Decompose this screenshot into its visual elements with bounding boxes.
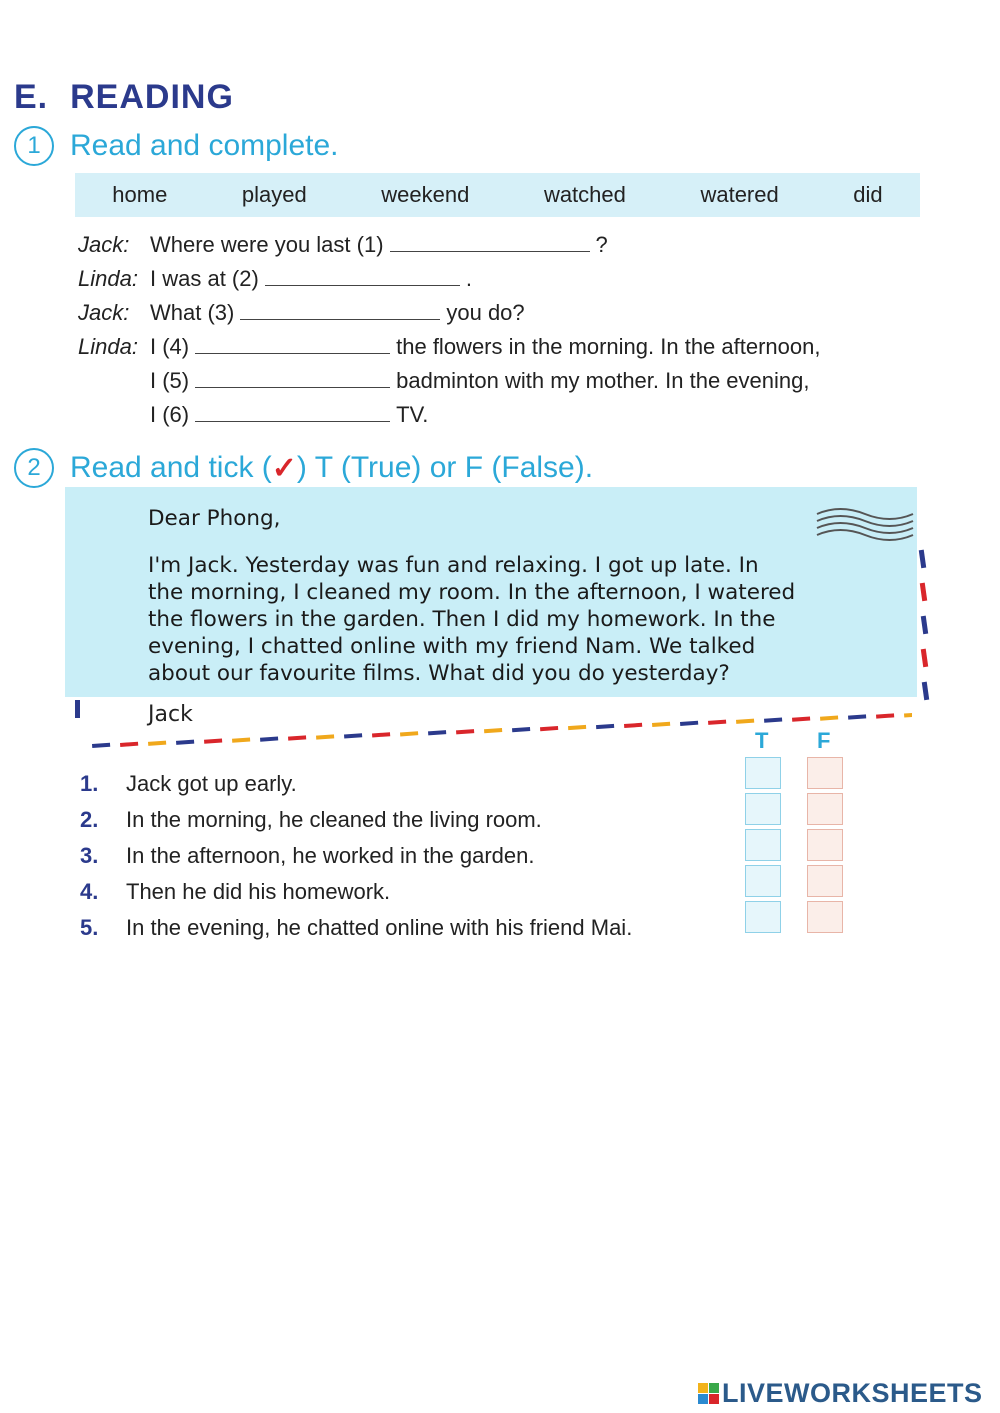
dialog-line xyxy=(78,330,820,364)
dialog-line xyxy=(78,364,820,398)
airmail-stripe xyxy=(848,714,866,719)
airmail-stripe xyxy=(624,723,642,728)
exercise-1-title: Read and complete. xyxy=(70,129,339,162)
word-bank-item: did xyxy=(853,182,883,207)
statement-number: 3. xyxy=(80,843,99,868)
airmail-stripe xyxy=(596,724,614,729)
exercise-1-heading xyxy=(14,126,339,166)
answer-blank-5[interactable] xyxy=(195,366,390,388)
statement-item xyxy=(80,766,632,802)
tick-icon: ✓ xyxy=(271,451,297,485)
statement-item xyxy=(80,802,632,838)
true-box-2[interactable] xyxy=(745,793,781,825)
statement-item xyxy=(80,910,632,946)
exercise-2-heading xyxy=(14,448,593,488)
exercise-2-title-start: Read and tick ( xyxy=(70,451,272,484)
dialog-text: . xyxy=(465,266,472,291)
dialog-text: badminton with my mother. In the evening, xyxy=(396,368,810,393)
false-box-5[interactable] xyxy=(807,901,843,933)
exercise-1-number: 1 xyxy=(14,126,54,166)
true-box-3[interactable] xyxy=(745,829,781,861)
statement-item xyxy=(80,838,632,874)
speaker: Jack: xyxy=(78,232,130,257)
statement-item xyxy=(80,874,632,910)
statement-list xyxy=(80,766,632,946)
true-column-label: T xyxy=(755,728,769,753)
statement-number: 4. xyxy=(80,879,99,904)
airmail-stripe xyxy=(680,721,698,726)
false-box-2[interactable] xyxy=(807,793,843,825)
dialog xyxy=(78,228,820,432)
word-bank-item: weekend xyxy=(381,182,470,207)
airmail-border-right xyxy=(915,545,933,705)
speaker: Linda: xyxy=(78,334,138,359)
word-bank-item: home xyxy=(112,182,168,207)
airmail-stripe xyxy=(764,718,782,723)
dialog-text: What (3) xyxy=(150,300,235,325)
word-bank-item: watered xyxy=(700,182,779,207)
speaker: Jack: xyxy=(78,300,130,325)
exercise-2-title-end: ) T (True) or F (False). xyxy=(296,451,594,484)
statement-number: 1. xyxy=(80,771,99,796)
statement-text: In the morning, he cleaned the living room. xyxy=(126,807,542,832)
answer-blank-4[interactable] xyxy=(195,332,390,354)
letter-line: the morning, I cleaned my room. In the afternoon, I watered xyxy=(148,580,796,605)
dialog-text: the flowers in the morning. In the afternoon, xyxy=(396,334,821,359)
dialog-text: I (4) xyxy=(150,334,190,359)
brand-logo xyxy=(698,1378,983,1409)
dialog-line xyxy=(78,228,820,262)
dialog-line xyxy=(78,262,820,296)
airmail-stripe xyxy=(708,720,726,725)
statement-text: In the afternoon, he worked in the garden. xyxy=(126,843,535,868)
airmail-stripe xyxy=(484,728,502,733)
airmail-stripe xyxy=(316,734,334,739)
word-bank xyxy=(75,173,920,217)
statement-text: Jack got up early. xyxy=(126,771,297,796)
word-bank-item: watched xyxy=(543,182,626,207)
answer-blank-1[interactable] xyxy=(390,230,590,252)
true-box-1[interactable] xyxy=(745,757,781,789)
airmail-stripe xyxy=(904,712,912,717)
airmail-stripe xyxy=(736,719,754,724)
dialog-text: I (6) xyxy=(150,402,190,427)
letter-line: I'm Jack. Yesterday was fun and relaxing. I got up late. In xyxy=(148,553,759,578)
letter-line: about our favourite films. What did you do yesterday? xyxy=(148,661,730,686)
answer-blank-3[interactable] xyxy=(240,298,440,320)
airmail-stripe xyxy=(344,733,362,738)
false-column-label: F xyxy=(817,728,831,753)
airmail-stripe xyxy=(120,742,138,747)
section-heading: READING xyxy=(70,78,234,116)
answer-blank-6[interactable] xyxy=(195,400,390,422)
brand-name: LIVEWORKSHEETS xyxy=(722,1378,983,1408)
section-letter: E. xyxy=(14,78,49,116)
letter-body xyxy=(148,505,908,687)
airmail-stripe xyxy=(568,725,586,730)
word-bank-item: played xyxy=(241,182,307,207)
letter-signature: Jack xyxy=(148,702,193,727)
false-box-3[interactable] xyxy=(807,829,843,861)
true-box-4[interactable] xyxy=(745,865,781,897)
dialog-line xyxy=(78,296,820,330)
airmail-stripe xyxy=(92,743,110,748)
dialog-text: you do? xyxy=(446,300,525,325)
letter-greeting: Dear Phong, xyxy=(148,506,281,531)
statement-text: In the evening, he chatted online with his friend Mai. xyxy=(126,915,633,940)
airmail-stripes xyxy=(72,700,912,750)
dialog-text: I (5) xyxy=(150,368,190,393)
letter-line: evening, I chatted online with my friend Nam. We talked xyxy=(148,634,756,659)
dialog-text: Where were you last (1) xyxy=(150,232,384,257)
brand-logo-icon xyxy=(698,1383,719,1404)
airmail-stripe xyxy=(176,740,194,745)
speaker: Linda: xyxy=(78,266,138,291)
dialog-text: I was at (2) xyxy=(150,266,259,291)
airmail-stripe xyxy=(372,732,390,737)
exercise-2-number: 2 xyxy=(14,448,54,488)
airmail-stripe xyxy=(512,727,530,732)
statement-number: 5. xyxy=(80,915,99,940)
statement-text: Then he did his homework. xyxy=(126,879,391,904)
airmail-stripe xyxy=(540,726,558,731)
false-box-4[interactable] xyxy=(807,865,843,897)
airmail-stripe xyxy=(820,715,838,720)
airmail-stripe xyxy=(876,713,894,718)
airmail-stripe xyxy=(232,737,250,742)
dialog-text: TV. xyxy=(396,402,429,427)
airmail-stripe xyxy=(400,731,418,736)
airmail-stripe xyxy=(792,716,810,721)
dialog-line xyxy=(78,398,820,432)
airmail-stripe xyxy=(288,735,306,740)
true-box-5[interactable] xyxy=(745,901,781,933)
airmail-stripe xyxy=(652,722,670,727)
airmail-stripe xyxy=(428,730,446,735)
answer-blank-2[interactable] xyxy=(265,264,460,286)
dialog-text: ? xyxy=(595,232,608,257)
statement-number: 2. xyxy=(80,807,99,832)
airmail-stripe xyxy=(260,736,278,741)
letter-line: the flowers in the garden. Then I did my homework. In the xyxy=(148,607,776,632)
airmail-stripe xyxy=(148,741,166,746)
false-box-1[interactable] xyxy=(807,757,843,789)
airmail-stripe xyxy=(204,739,222,744)
section-title xyxy=(14,78,234,117)
airmail-stripe xyxy=(456,729,474,734)
